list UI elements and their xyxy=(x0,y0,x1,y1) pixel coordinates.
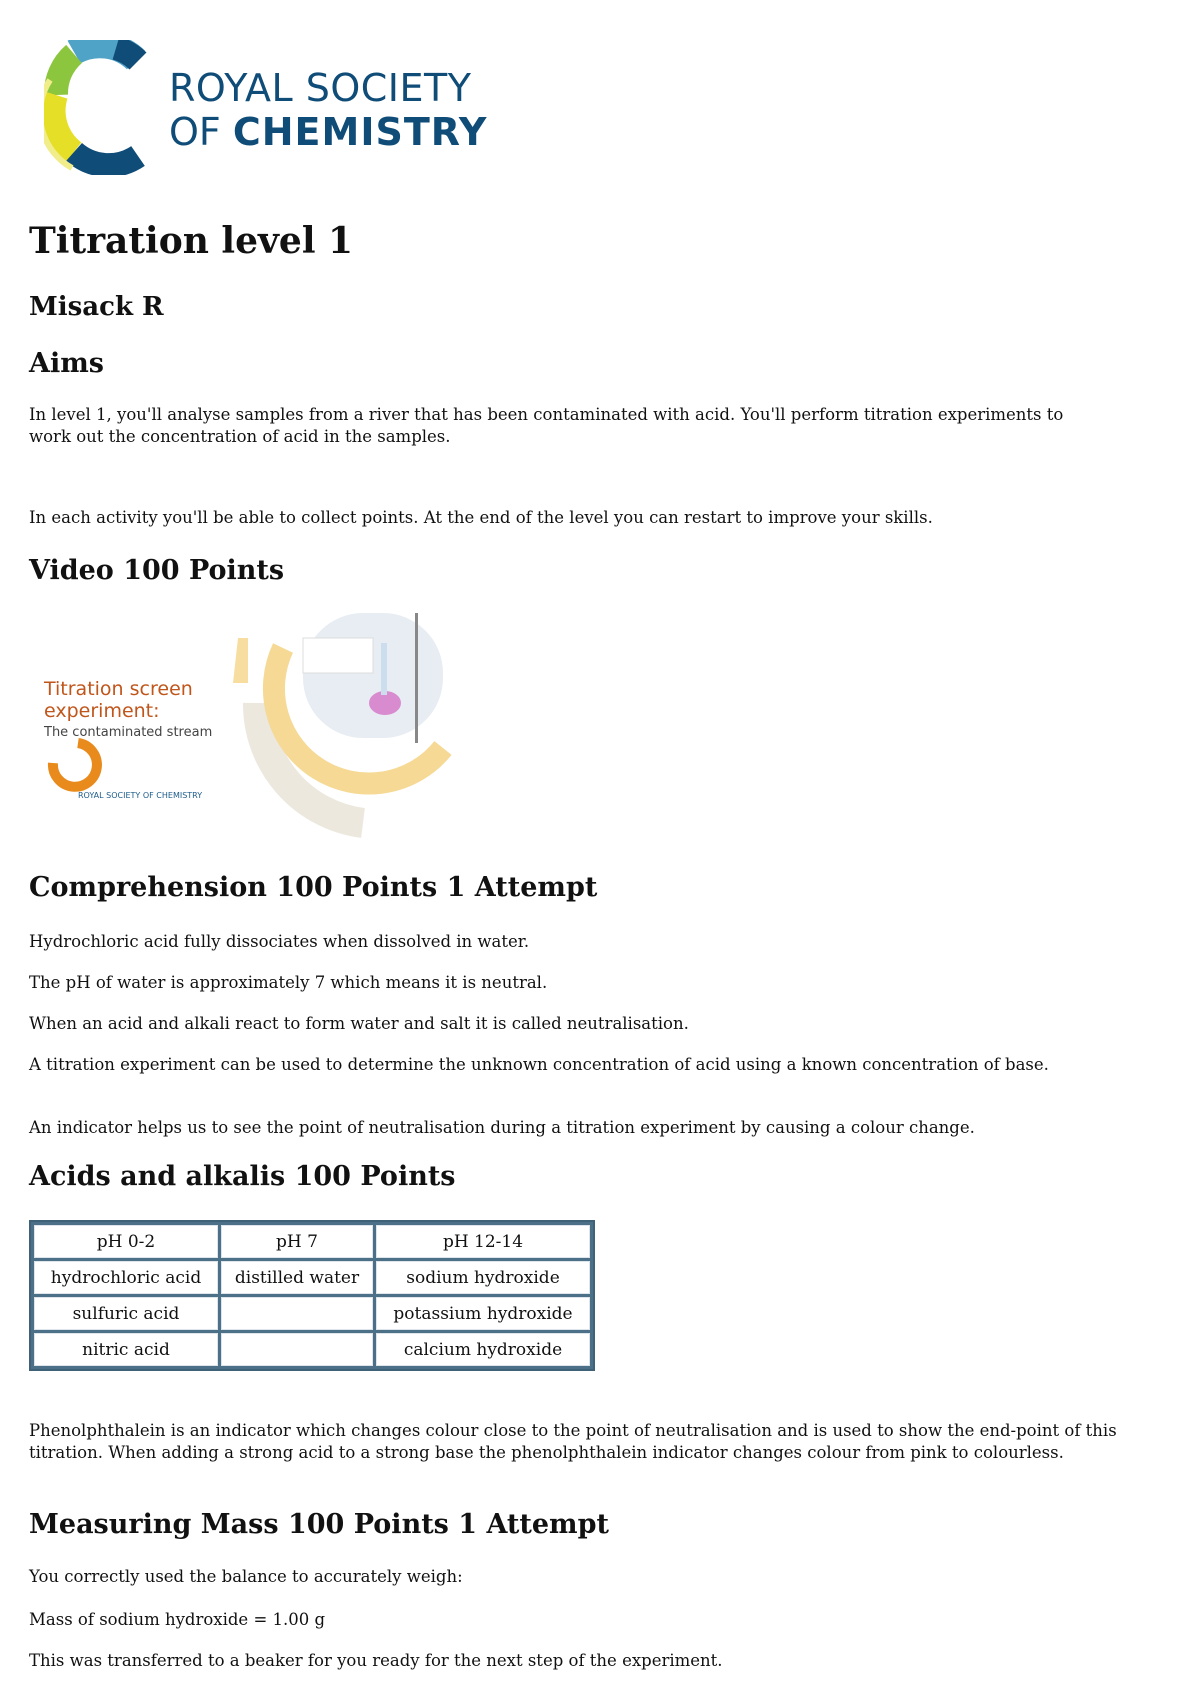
table-header-row xyxy=(34,1225,590,1258)
mass-line: You correctly used the balance to accurately weigh: xyxy=(29,1567,463,1586)
student-name: Misack R xyxy=(29,292,164,322)
thumbnail-title: Titration screen experiment: xyxy=(44,678,193,722)
table-row xyxy=(34,1333,590,1366)
mass-line: This was transferred to a beaker for you ready for the next step of the experiment. xyxy=(29,1651,723,1670)
mass-heading: Measuring Mass 100 Points 1 Attempt xyxy=(29,1509,609,1540)
rsc-logo xyxy=(44,40,514,175)
table-cell: sodium hydroxide xyxy=(376,1261,590,1294)
logo-line2-bold: CHEMISTRY xyxy=(232,110,488,154)
table-header: pH 12-14 xyxy=(376,1225,590,1258)
table-cell xyxy=(221,1297,373,1330)
aims-paragraph: In level 1, you'll analyse samples from a river that has been contaminated with acid. You'll perform titration experiments to work out the concentration of acid in the samples. xyxy=(29,405,1064,446)
table-header: pH 7 xyxy=(221,1225,373,1258)
comprehension-heading: Comprehension 100 Points 1 Attempt xyxy=(29,872,598,903)
table-cell xyxy=(221,1333,373,1366)
table-header: pH 0-2 xyxy=(34,1225,218,1258)
table-cell: hydrochloric acid xyxy=(34,1261,218,1294)
logo-line2 xyxy=(169,110,487,154)
video-thumbnail[interactable] xyxy=(33,608,453,843)
table-row xyxy=(34,1261,590,1294)
comprehension-statement: The pH of water is approximately 7 which means it is neutral. xyxy=(29,973,548,992)
comprehension-statement: When an acid and alkali react to form water and salt it is called neutralisation. xyxy=(29,1014,689,1033)
table-cell: nitric acid xyxy=(34,1333,218,1366)
table-row xyxy=(34,1297,590,1330)
table-cell: calcium hydroxide xyxy=(376,1333,590,1366)
table-cell: distilled water xyxy=(221,1261,373,1294)
logo-line1: ROYAL SOCIETY xyxy=(169,66,472,110)
indicator-note: Phenolphthalein is an indicator which changes colour close to the point of neutralisation and is used to show the end-point of this titration. When adding a strong acid to a strong base the phenolphthalein indicator changes colour from pink to colourless. xyxy=(29,1421,1117,1462)
table-cell: sulfuric acid xyxy=(34,1297,218,1330)
video-heading: Video 100 Points xyxy=(29,555,285,586)
page-title: Titration level 1 xyxy=(29,220,354,262)
aims-paragraph: In each activity you'll be able to collect points. At the end of the level you can restart to improve your skills. xyxy=(29,508,933,527)
rsc-logo-mark xyxy=(44,40,154,175)
table-cell: potassium hydroxide xyxy=(376,1297,590,1330)
ph-table xyxy=(29,1220,595,1371)
acids-heading: Acids and alkalis 100 Points xyxy=(29,1161,456,1192)
mass-line: Mass of sodium hydroxide = 1.00 g xyxy=(29,1610,326,1629)
comprehension-statement: A titration experiment can be used to determine the unknown concentration of acid using a known concentration of base. xyxy=(29,1055,1049,1074)
comprehension-statement: An indicator helps us to see the point of neutralisation during a titration experiment by causing a colour change. xyxy=(29,1118,975,1137)
thumbnail-subtitle: The contaminated stream xyxy=(44,725,213,740)
logo-line2-prefix: OF xyxy=(169,110,233,154)
comprehension-statement: Hydrochloric acid fully dissociates when dissolved in water. xyxy=(29,932,530,951)
aims-heading: Aims xyxy=(29,348,104,379)
thumbnail-logo-text: ROYAL SOCIETY OF CHEMISTRY xyxy=(78,791,203,800)
